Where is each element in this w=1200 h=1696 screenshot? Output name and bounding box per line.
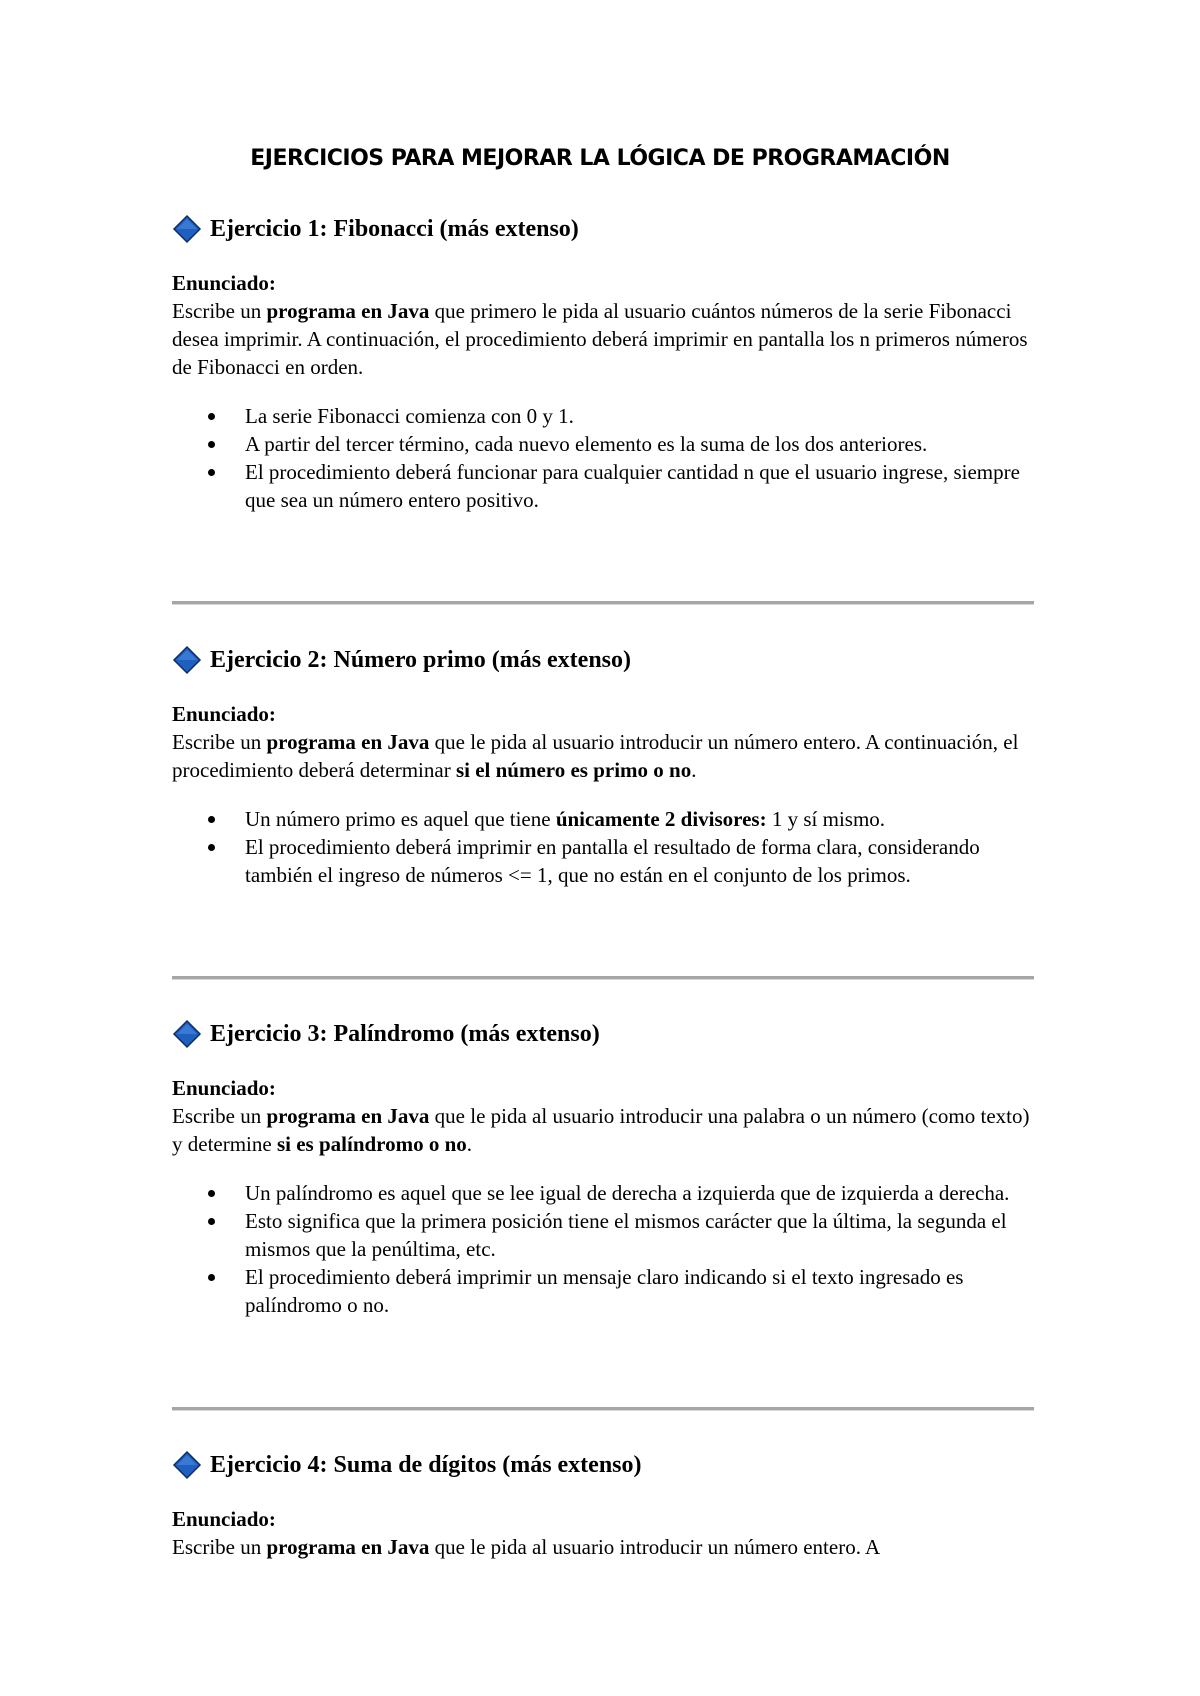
exercise-heading [172, 1019, 1032, 1049]
blue-diamond-icon [172, 645, 202, 675]
statement-text: . [691, 758, 697, 782]
statement-bold: programa en Java [266, 1535, 430, 1559]
enunciado-label: Enunciado: [172, 271, 276, 295]
enunciado-label: Enunciado: [172, 1507, 276, 1531]
statement-bold: programa en Java [266, 1104, 430, 1128]
statement-text: Escribe un [172, 730, 267, 754]
exercise-heading-text: Ejercicio 3: Palíndromo (más extenso) [210, 1021, 600, 1047]
bullet-list [172, 402, 1032, 514]
exercise-statement [172, 297, 1032, 381]
statement-text: Escribe un [172, 1535, 267, 1559]
enunciado-label: Enunciado: [172, 1076, 276, 1100]
statement-bold: si es palíndromo o no [276, 1132, 467, 1156]
statement-text: que le pida al usuario introducir un número entero. A [429, 1535, 881, 1559]
list-item-text: 1 y sí mismo. [766, 807, 886, 831]
section-divider [172, 1407, 1034, 1411]
exercise-heading-text: Ejercicio 2: Número primo (más extenso) [210, 647, 632, 673]
list-item-text: Un número primo es aquel que tiene [245, 807, 556, 831]
statement-text: . [466, 1132, 473, 1156]
list-item: Un palíndromo es aquel que se lee igual de derecha a izquierda que de izquierda a derecha. [172, 1179, 1032, 1207]
list-item: Esto significa que la primera posición tiene el mismos carácter que la última, la segunda el mismos que la penúltima, etc. [172, 1207, 1032, 1263]
exercise-section [172, 1019, 1032, 1319]
page-title: EJERCICIOS PARA MEJORAR LA LÓGICA DE PROGRAMACIÓN [250, 146, 950, 171]
list-item: La serie Fibonacci comienza con 0 y 1. [172, 402, 1032, 430]
enunciado-label: Enunciado: [172, 702, 276, 726]
statement-text: que le pida al usuario introducir un número entero. A continuación, el procedimiento deberá determinar [172, 730, 1019, 782]
section-divider [172, 601, 1034, 605]
exercise-statement [172, 1533, 1032, 1561]
exercise-section [172, 645, 1032, 889]
exercise-section [172, 214, 1032, 514]
statement-text: Escribe un [172, 299, 267, 323]
blue-diamond-icon [172, 1450, 202, 1480]
exercise-statement [172, 1102, 1032, 1158]
blue-diamond-icon [172, 1019, 202, 1049]
statement-text: que primero le pida al usuario cuántos números de la serie Fibonacci desea imprimir. A continuación, el procedimiento deberá imprimir en pantalla los n primeros números de Fibonacci en orden. [172, 299, 1028, 379]
list-item: El procedimiento deberá funcionar para cualquier cantidad n que el usuario ingrese, siempre que sea un número entero positivo. [172, 458, 1032, 514]
exercise-section [172, 1450, 1032, 1561]
exercise-heading-text: Ejercicio 4: Suma de dígitos (más extenso) [210, 1452, 642, 1478]
list-item: El procedimiento deberá imprimir en pantalla el resultado de forma clara, considerando también el ingreso de números <= 1, que no están en el conjunto de los primos. [172, 833, 1032, 889]
statement-bold: programa en Java [266, 299, 430, 323]
exercise-heading [172, 1450, 1032, 1480]
exercise-statement [172, 728, 1032, 784]
blue-diamond-icon [172, 214, 202, 244]
list-item [172, 805, 1032, 833]
list-item: El procedimiento deberá imprimir un mensaje claro indicando si el texto ingresado es palíndromo o no. [172, 1263, 1032, 1319]
list-item-bold: únicamente 2 divisores: [555, 807, 767, 831]
bullet-list [172, 1179, 1032, 1319]
section-divider [172, 976, 1034, 980]
list-item: A partir del tercer término, cada nuevo elemento es la suma de los dos anteriores. [172, 430, 1032, 458]
exercise-heading [172, 214, 1032, 244]
exercise-heading-text: Ejercicio 1: Fibonacci (más extenso) [210, 216, 579, 242]
statement-bold: si el número es primo o no [455, 758, 692, 782]
exercise-heading [172, 645, 1032, 675]
bullet-list [172, 805, 1032, 889]
statement-text: Escribe un [172, 1104, 267, 1128]
statement-bold: programa en Java [266, 730, 430, 754]
statement-text: que le pida al usuario introducir una palabra o un número (como texto) y determine [172, 1104, 1030, 1156]
